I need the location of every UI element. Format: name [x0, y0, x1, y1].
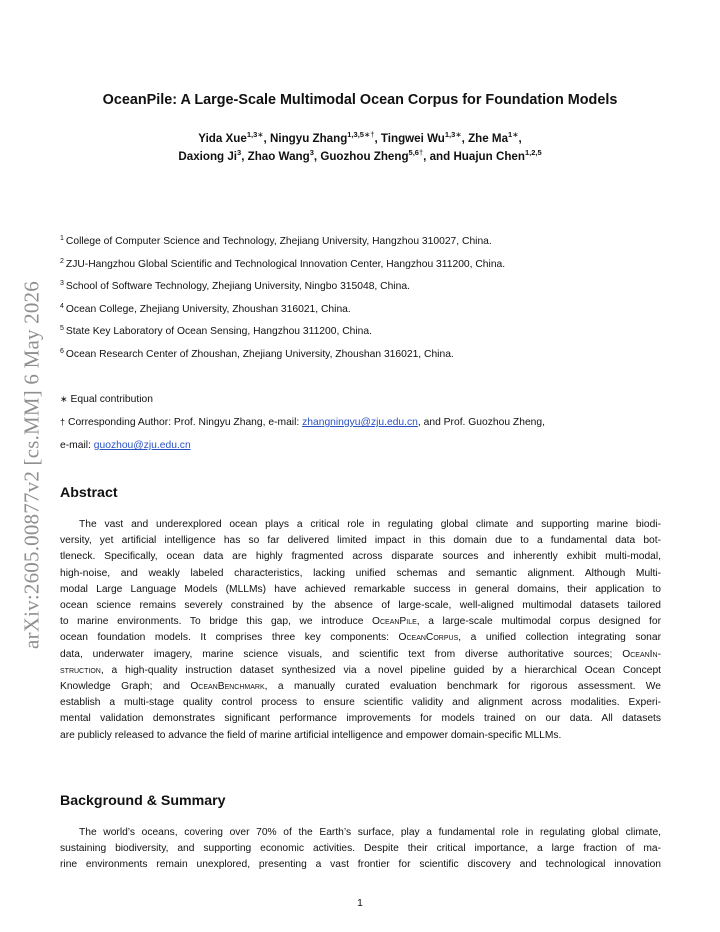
- author-line-2: Daxiong Ji$^3$, Zhao Wang$^3$, Guozhou Zheng$^{5,6\dagger}$, and Huajun Chen$^{1,2,5}$: [178, 148, 542, 163]
- author-affil-sup: 3: [309, 148, 314, 157]
- author-name: Guozhou Zheng: [320, 150, 409, 163]
- affiliation-item: $^6$ Ocean Research Center of Zhoushan, Zhejiang University, Zhoushan 316021, China.: [60, 347, 454, 360]
- author-affil-sup: 3: [237, 148, 242, 157]
- corresponding-author-note-cont: e-mail: guozhou@zju.edu.cn: [60, 440, 191, 451]
- equal-contribution-note: ∗ Equal contribution: [60, 394, 153, 405]
- author-affil-sup: 1∗: [508, 130, 519, 139]
- paper-title: OceanPile: A Large-Scale Multimodal Ocean Corpus for Foundation Models: [102, 92, 618, 108]
- email-link[interactable]: zhangningyu@zju.edu.cn: [302, 417, 418, 428]
- background-body: The world’s oceans, covering over 70% of the Earth’s surface, play a fundamental role in regulating global climate, sustaining biodiversity, and supporting economic activities. Despite their critical importance, a large fraction of ma- rine environments remain unexplored, presenting a vast frontier for scientific discovery and technological innovation: [60, 827, 661, 871]
- author-affil-sup: 1,3,5∗†: [347, 130, 375, 139]
- author-notes: [60, 394, 670, 463]
- author-name: Tingwei Wu: [380, 132, 445, 145]
- author-affil-sup: 5,6†: [408, 148, 424, 157]
- author-line-1: Yida Xue$^{1,3∗}$, Ningyu Zhang$^{1,3,5∗\dagger}$, Tingwei $Wu^{1,3∗}$, Zhe $Ma^{1∗}$,: [198, 130, 522, 145]
- author-name: Daxiong Ji: [178, 150, 238, 163]
- arxiv-identifier-text: arXiv:2605.00877v2 [cs.MM] 6 May 2026: [19, 281, 44, 649]
- affiliation-item: $^3$ School of Software Technology, Zhejiang University, Ningbo 315048, China.: [60, 280, 410, 292]
- author-affil-sup: 1,2,5: [524, 148, 542, 157]
- author-name: Yida Xue: [198, 132, 247, 145]
- affiliation-item: $^1$ College of Computer Science and Technology, Zhejiang University, Hangzhou 310027, China.: [60, 235, 492, 247]
- corresponding-author-note: † Corresponding Author: Prof. Ningyu Zhang, e-mail: zhangningyu@zju.edu.cn, and Prof. Guozhou Zheng,: [60, 417, 545, 428]
- author-affil-sup: 1,3∗: [246, 130, 264, 139]
- affiliation-item: $^4$ Ocean College, Zhejiang University, Zhoushan 316021, China.: [60, 302, 351, 315]
- background-heading: Background & Summary: [60, 793, 226, 809]
- page-number: 1: [357, 898, 363, 909]
- affiliation-item: $^5$ State Key Laboratory of Ocean Sensing, Hangzhou 311200, China.: [60, 325, 372, 337]
- affiliation-list: [60, 236, 670, 371]
- author-affil-sup: 1,3∗: [444, 130, 462, 139]
- arxiv-identifier-stamp: [12, 255, 52, 675]
- abstract-heading: Abstract: [60, 485, 118, 501]
- author-name: Zhao Wang: [247, 150, 310, 163]
- author-name: Ningyu Zhang: [270, 132, 348, 145]
- abstract-body: The vast and underexplored ocean plays a critical role in regulating global climate and supporting marine biodi- versity, yet artificial intelligence has so far delivered limited impact in this domain due to a fundamental data bot- tleneck. Specifically, ocean data are highly fragmented across disparate sources and inherently exhibit multi-modal, high-noise, and weakly labeled characteristics, lacking unified schemas and semantic alignment. Although Multi- modal Large Language Models (MLLMs) have achieved remarkable success in general domains, their application to ocean science remains severely constrained by the absence of large-scale, well-aligned multimodal datasets tailored to marine environments. To bridge this gap, we introduce OceanPile, a large-scale multimodal corpus designed for ocean foundation models. It comprises three key components: OceanCorpus, a unified collection integrating sonar data, underwater imagery, marine science visuals, and scientific text from diverse authoritative sources; OceanIn- struction, a high-quality instruction dataset synthesized via a novel pipeline guided by a hierarchical Ocean Concept Knowledge Graph; and OceanBenchmark, a manually curated evaluation benchmark for rigorous assessment. We establish a multi-stage quality control process to ensure scientific validity and alignment across modalities. Experi- mental validation demonstrates significant performance improvements for models trained on our data. All datasets are publicly released to advance the field of marine artificial intelligence and empower domain-specific MLLMs.: [60, 519, 661, 741]
- email-link[interactable]: guozhou@zju.edu.cn: [93, 440, 191, 451]
- author-name: Huajun Chen: [453, 150, 525, 163]
- author-name: Zhe Ma: [468, 132, 509, 145]
- author-list: [60, 130, 660, 166]
- affiliation-item: $^2$ ZJU-Hangzhou Global Scientific and Technological Innovation Center, Hangzhou 311200, China.: [60, 257, 506, 270]
